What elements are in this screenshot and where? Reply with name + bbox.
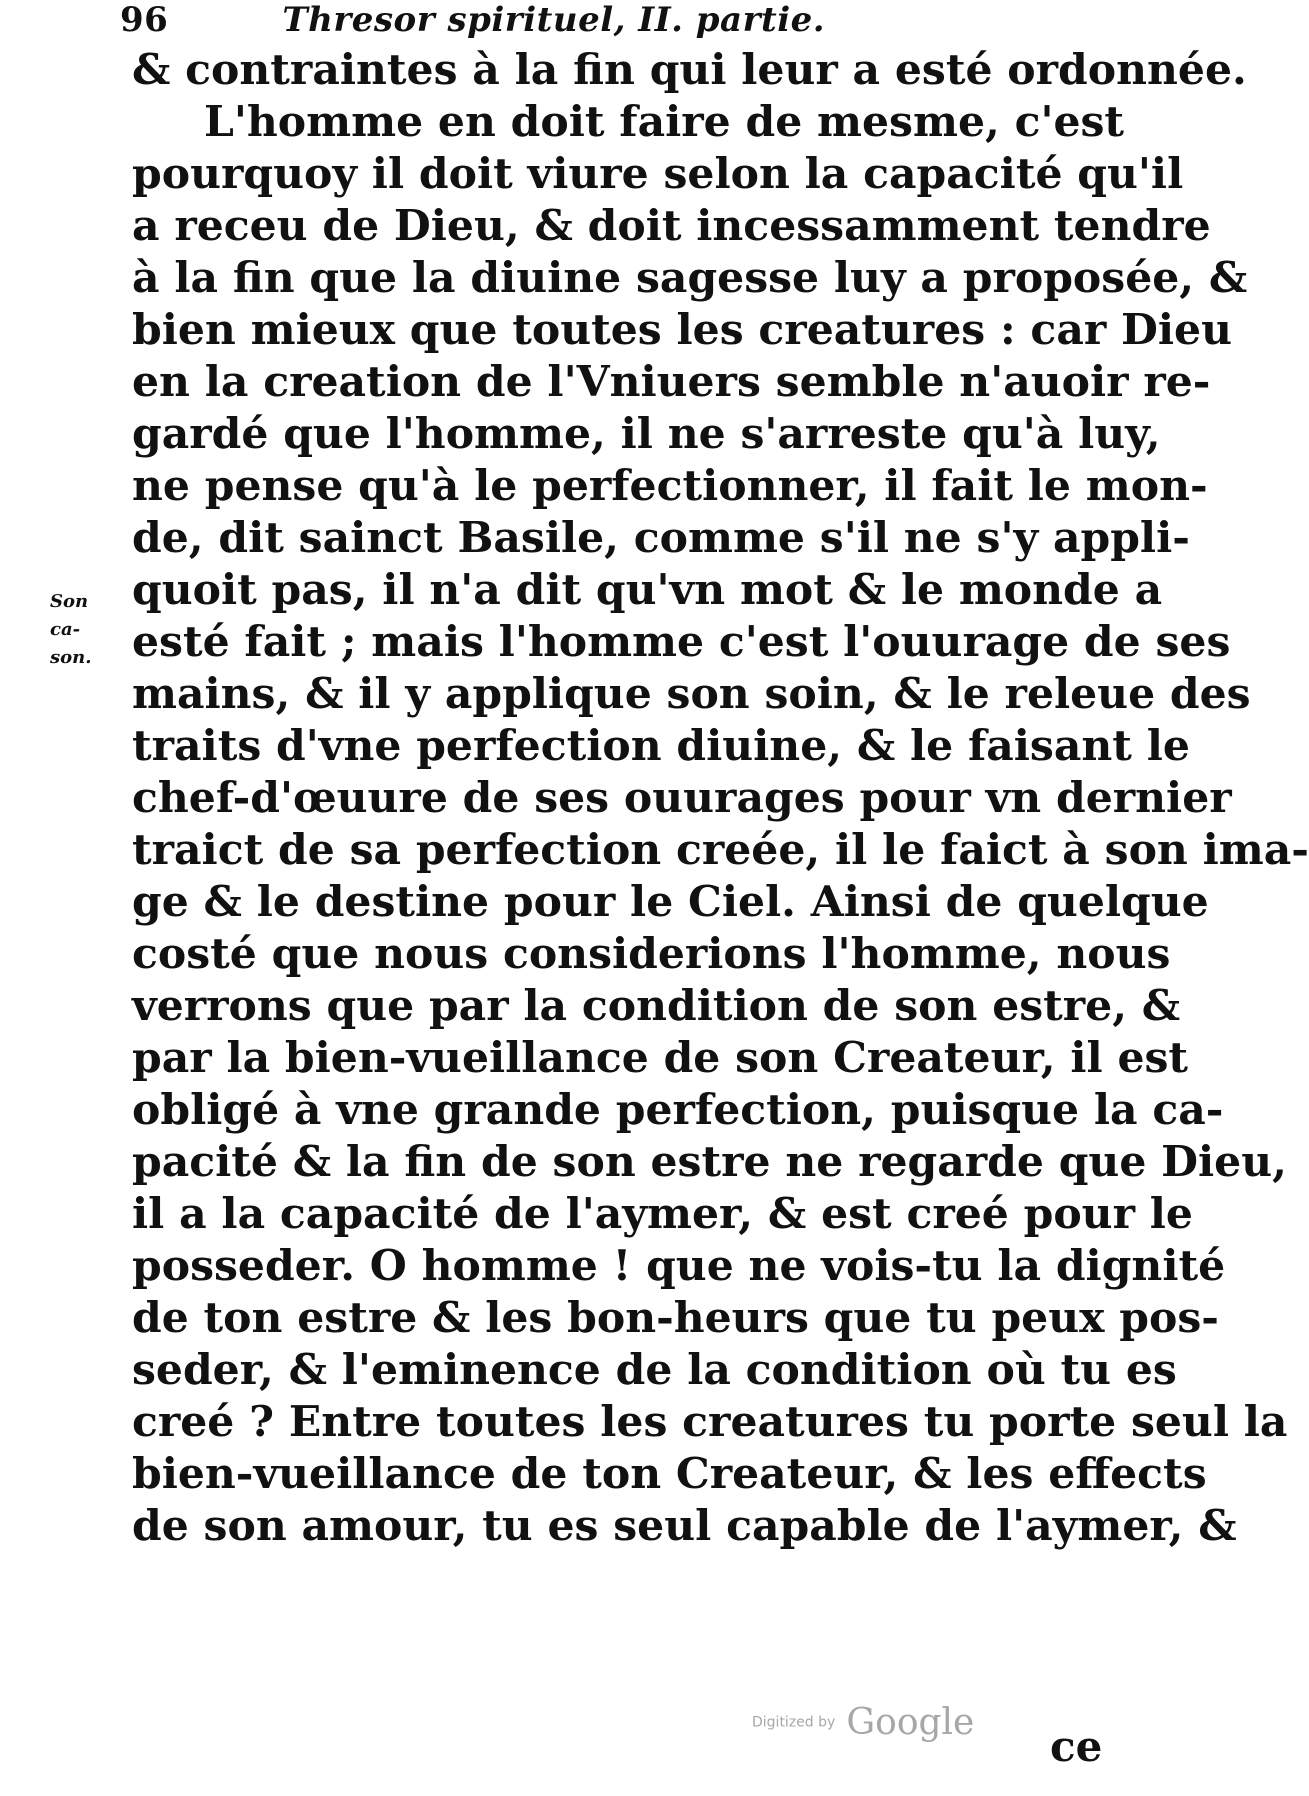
text-line: obligé à vne grande perfection, puisque la ca-	[132, 1085, 1224, 1135]
text-line: par la bien-vueillance de son Createur, il est	[132, 1033, 1189, 1083]
text-line: costé que nous considerions l'homme, nous	[132, 929, 1171, 979]
text-line: de ton estre & les bon-heurs que tu peux pos-	[132, 1293, 1219, 1343]
catchword: ce	[1050, 1722, 1103, 1771]
text-line: mains, & il y applique son soin, & le releue des	[132, 669, 1251, 719]
text-line: gardé que l'homme, il ne s'arreste qu'à luy,	[132, 409, 1161, 459]
margin-note	[50, 588, 110, 672]
text-line: esté fait ; mais l'homme c'est l'ouurage de ses	[132, 617, 1231, 667]
text-line: verrons que par la condition de son estre, &	[132, 981, 1181, 1031]
text-line: ge & le destine pour le Ciel. Ainsi de quelque	[132, 877, 1209, 927]
text-line: L'homme en doit faire de mesme, c'est	[204, 97, 1125, 147]
text-line: en la creation de l'Vniuers semble n'auoir re-	[132, 357, 1211, 407]
body-text	[132, 44, 1309, 1552]
text-line: chef-d'œuure de ses ouurages pour vn dernier	[132, 773, 1232, 823]
running-header	[120, 0, 825, 44]
text-line: bien-vueillance de ton Createur, & les effects	[132, 1449, 1207, 1499]
text-line: creé ? Entre toutes les creatures tu porte seul la	[132, 1397, 1288, 1447]
text-line: bien mieux que toutes les creatures : car Dieu	[132, 305, 1232, 355]
text-line: pourquoy il doit viure selon la capacité qu'il	[132, 149, 1184, 199]
text-line: & contraintes à la fin qui leur a esté ordonnée.	[132, 45, 1247, 95]
google-logo: Google	[846, 1702, 975, 1743]
text-line: de son amour, tu es seul capable de l'aymer, &	[132, 1501, 1237, 1551]
text-line: a receu de Dieu, & doit incessamment tendre	[132, 201, 1211, 251]
digitized-watermark	[752, 1702, 974, 1743]
page-number: 96	[120, 0, 169, 40]
text-line: de, dit sainct Basile, comme s'il ne s'y appli-	[132, 513, 1190, 563]
text-line: quoit pas, il n'a dit qu'vn mot & le monde a	[132, 565, 1163, 615]
text-line: il a la capacité de l'aymer, & est creé pour le	[132, 1189, 1193, 1239]
margin-note-line: son.	[50, 647, 92, 668]
watermark-caption: Digitized by	[752, 1714, 836, 1731]
text-line: ne pense qu'à le perfectionner, il fait le mon-	[132, 461, 1208, 511]
text-line: pacité & la fin de son estre ne regarde que Dieu,	[132, 1137, 1287, 1187]
text-line: traits d'vne perfection diuine, & le faisant le	[132, 721, 1190, 771]
text-line: seder, & l'eminence de la condition où tu es	[132, 1345, 1177, 1395]
text-line: à la fin que la diuine sagesse luy a proposée, &	[132, 253, 1248, 303]
running-title: Thresor spirituel, II. partie.	[282, 0, 826, 40]
text-line: traict de sa perfection creée, il le faict à son ima-	[132, 825, 1309, 875]
margin-note-line: ca-	[50, 619, 81, 640]
margin-note-line: Son	[50, 591, 89, 612]
text-line: posseder. O homme ! que ne vois-tu la dignité	[132, 1241, 1226, 1291]
